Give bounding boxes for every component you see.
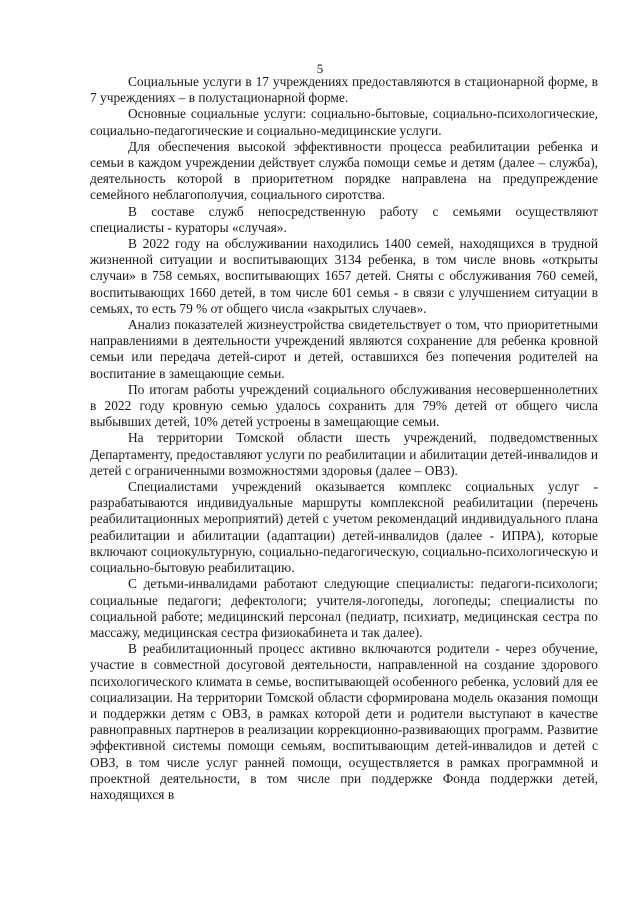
paragraph: В реабилитационный процесс активно включаются родители - через обучение, участие в совместной досуговой деятельности, направленной на создание здорового психологического климата в семье, воспитывающей особенного ребенка, условий для ее социализации. На территории Томской области сформирована модель оказания помощи и поддержки детям с ОВЗ, в рамках которой дети и родители выступают в качестве равноправных партнеров в реализации коррекционно-развивающих программ. Развитие эффективной системы помощи семьям, воспитывающим детей-инвалидов и детей с ОВЗ, в том числе услуг ранней помощи, осуществляется в рамках программной и проектной деятельности, в том числе при поддержке Фонда поддержки детей, находящихся в xyxy=(90,641,598,802)
paragraph: В составе служб непосредственную работу с семьями осуществляют специалисты - кураторы «случая». xyxy=(90,203,598,235)
paragraph: Для обеспечения высокой эффективности процесса реабилитации ребенка и семьи в каждом учреждении действует служба помощи семье и детям (далее – служба), деятельность которой в приоритетном порядке направлена на предупреждение семейного неблагополучия, социального сиротства. xyxy=(90,138,598,203)
paragraph: Специалистами учреждений оказывается комплекс социальных услуг - разрабатываются индивидуальные маршруты комплексной реабилитации (перечень реабилитационных мероприятий) детей с учетом рекомендаций индивидуального плана реабилитации и абилитации (адаптации) детей-инвалидов (далее - ИПРА), которые включают социокультурную, социально-педагогическую, социально-психологическую и социально-бытовую реабилитацию. xyxy=(90,479,598,576)
paragraph: Социальные услуги в 17 учреждениях предоставляются в стационарной форме, в 7 учреждениях – в полустационарной форме. xyxy=(90,74,598,106)
paragraph: С детьми-инвалидами работают следующие специалисты: педагоги-психологи; социальные педагоги; дефектологи; учителя-логопеды, логопеды; специалисты по социальной работе; медицинский персонал (педиатр, психиатр, медицинская сестра по массажу, медицинская сестра физиокабинета и так далее). xyxy=(90,576,598,640)
paragraph: В 2022 году на обслуживании находились 1400 семей, находящихся в трудной жизненной ситуации и воспитывающих 3134 ребенка, в том числе вновь «открыты случаи» в 758 семьях, воспитывающих 1657 детей. Сняты с обслуживания 760 семей, воспитывающих 1660 детей, в том числе 601 семья - в связи с улучшением ситуации в семьях, то есть 79 % от общего числа «закрытых случаев». xyxy=(90,236,598,316)
paragraph: На территории Томской области шесть учреждений, подведомственных Департаменту, предоставляют услуги по реабилитации и абилитации детей-инвалидов и детей с ограниченными возможностями здоровья (далее – ОВЗ). xyxy=(90,430,598,478)
page-number: 5 xyxy=(316,61,324,76)
paragraph: Основные социальные услуги: социально-бытовые, социально-психологические, социально-педагогические и социально-медицинские услуги. xyxy=(90,106,598,138)
document-body xyxy=(90,74,598,803)
paragraph: По итогам работы учреждений социального обслуживания несовершеннолетних в 2022 году кровную семью удалось сохранить для 79% детей от общего числа выбывших детей, 10% детей устроены в замещающие семьи. xyxy=(90,381,598,430)
paragraph: Анализ показателей жизнеустройства свидетельствует о том, что приоритетными направлениями в деятельности учреждений являются сохранение для ребенка кровной семьи или передача детей-сирот и детей, оставшихся без попечения родителей на воспитание в замещающие семьи. xyxy=(90,317,598,381)
